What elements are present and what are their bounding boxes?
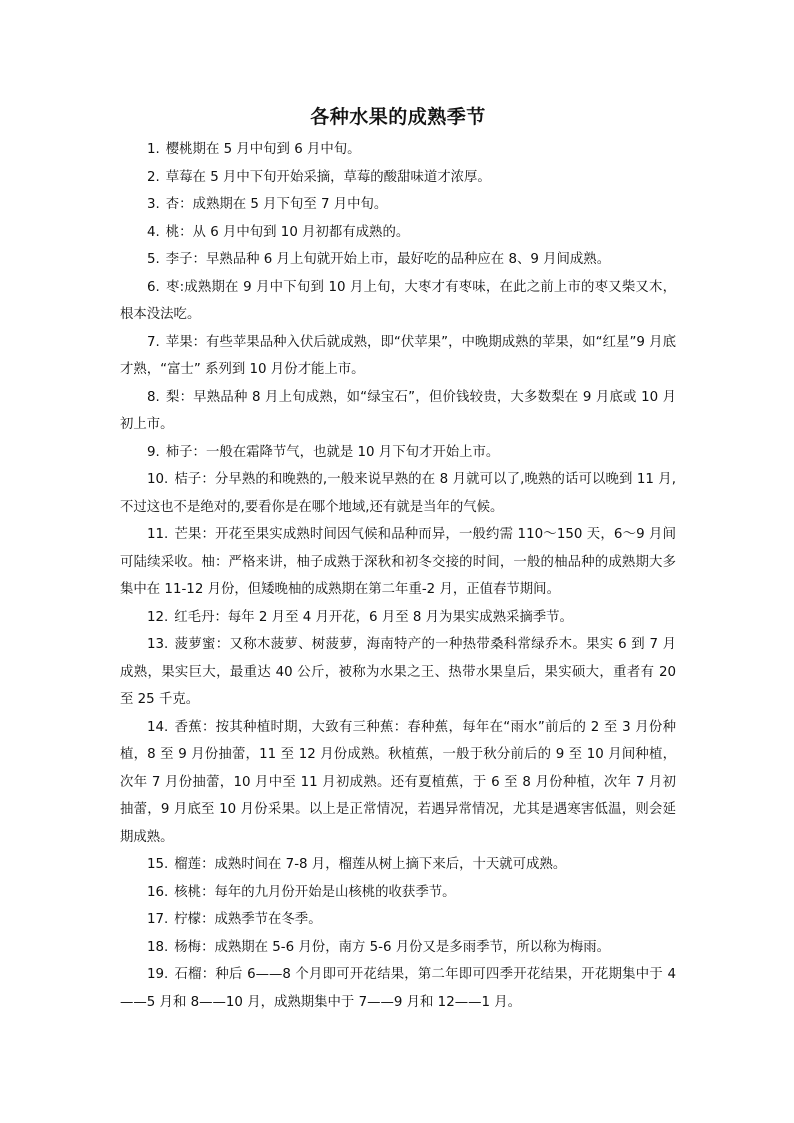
item-number: 3. (147, 197, 160, 212)
list-item (120, 274, 676, 329)
list-item (120, 934, 676, 962)
list-item (120, 714, 676, 852)
item-text: 李子：早熟品种 6 月上旬就开始上市，最好吃的品种应在 8、9 月间成熟。 (165, 252, 611, 267)
item-number: 13. (147, 637, 169, 652)
list-item (120, 191, 676, 219)
item-text: 草莓在 5 月中下旬开始采摘，草莓的酸甜味道才浓厚。 (165, 169, 491, 185)
list-item (120, 631, 676, 714)
list-item (120, 961, 676, 1016)
item-number: 19. (147, 967, 169, 982)
item-number: 2. (147, 169, 160, 185)
item-text: 桃：从 6 月中旬到 10 月初都有成熟的。 (165, 224, 410, 240)
item-number: 4. (147, 224, 160, 240)
item-number: 8. (147, 389, 160, 405)
list-item (120, 439, 676, 467)
list-item (120, 879, 676, 907)
list-item (120, 219, 676, 247)
item-text: 枣:成熟期在 9 月中下旬到 10 月上旬，大枣才有枣味，在此之前上市的枣又柴又木，根本没法吃。 (120, 279, 676, 322)
item-number: 18. (147, 939, 169, 955)
list-item (120, 164, 676, 192)
list-item (120, 521, 676, 604)
item-text: 香蕉：按其种植时期，大致有三种蕉：春种蕉，每年在“雨水”前后的 2 至 3 月份种植，8 至 9 月份抽蕾，11 至 12 月份成熟。秋植蕉，一般于秋分前后的 9 至 10 月间种植，次年 7 月份抽蕾，10 月中至 11 月初成熟。还有夏植蕉，于 6 至 8 月份种植，次年 7 月初抽蕾，9 月底至 10 月份采果。以上是正常情况，若遇异常情况，尤其是遇寒害低温，则会延期成熟。 (120, 719, 676, 845)
item-number: 17. (147, 912, 169, 927)
document-title: 各种水果的成熟季节 (310, 106, 486, 128)
list-item (120, 604, 676, 632)
item-number: 9. (147, 444, 160, 460)
item-number: 10. (147, 472, 169, 487)
item-text: 桔子：分早熟的和晚熟的,一般来说早熟的在 8 月就可以了,晚熟的话可以晚到 11 月,不过这也不是绝对的,要看你是在哪个地域,还有就是当年的气候。 (120, 472, 676, 515)
item-text: 梨：早熟品种 8 月上旬成熟，如“绿宝石”，但价钱较贵，大多数梨在 9 月底或 10 月初上市。 (120, 389, 676, 432)
list-item (120, 906, 676, 934)
item-number: 12. (147, 609, 169, 625)
list-item (120, 384, 676, 439)
item-text: 菠萝蜜：又称木菠萝、树菠萝，海南特产的一种热带桑科常绿乔木。果实 6 到 7 月成熟，果实巨大，最重达 40 公斤，被称为水果之王、热带水果皇后，果实硕大，重者有 20 至 25 千克。 (120, 637, 676, 707)
item-number: 16. (147, 884, 169, 900)
item-text: 柿子：一般在霜降节气，也就是 10 月下旬才开始上市。 (165, 444, 500, 460)
item-text: 芒果：开花至果实成熟时间因气候和品种而异，一般约需 110～150 天，6～9 月间可陆续采收。柚：严格来讲，柚子成熟于深秋和初冬交接的时间，一般的柚品种的成熟期大多集中在 11-12 月份，但矮晚柚的成熟期在第二年重-2 月，正值春节期间。 (120, 527, 676, 597)
item-text: 柠檬：成熟季节在冬季。 (174, 912, 322, 927)
list-item (120, 466, 676, 521)
item-number: 6. (147, 279, 160, 295)
item-text: 杨梅：成熟期在 5-6 月份，南方 5-6 月份又是多雨季节，所以称为梅雨。 (174, 939, 611, 955)
item-number: 15. (147, 857, 169, 872)
item-text: 苹果：有些苹果品种入伏后就成熟，即“伏苹果”，中晚期成熟的苹果，如“红星”9 月底才熟，“富士” 系列到 10 月份才能上市。 (120, 334, 676, 377)
list-item (120, 329, 676, 384)
item-number: 1. (147, 142, 160, 157)
list-item (120, 136, 676, 164)
document-page (120, 100, 676, 1016)
list-item (120, 246, 676, 274)
item-number: 11. (147, 527, 169, 542)
item-text: 红毛丹：每年 2 月至 4 月开花，6 月至 8 月为果实成熟采摘季节。 (174, 609, 573, 625)
item-text: 石榴：种后 6——8 个月即可开花结果，第二年即可四季开花结果，开花期集中于 4——5 月和 8——10 月，成熟期集中于 7——9 月和 12——1 月。 (120, 967, 676, 1010)
item-number: 7. (147, 334, 160, 350)
item-text: 核桃：每年的九月份开始是山核桃的收获季节。 (174, 884, 456, 900)
item-number: 5. (147, 252, 160, 267)
list-item (120, 851, 676, 879)
fruit-list (120, 136, 676, 1016)
item-text: 榴莲：成熟时间在 7-8 月，榴莲从树上摘下来后，十天就可成熟。 (174, 857, 567, 872)
item-number: 14. (147, 719, 169, 735)
item-text: 樱桃期在 5 月中旬到 6 月中旬。 (165, 142, 361, 157)
item-text: 杏：成熟期在 5 月下旬至 7 月中旬。 (165, 197, 388, 212)
